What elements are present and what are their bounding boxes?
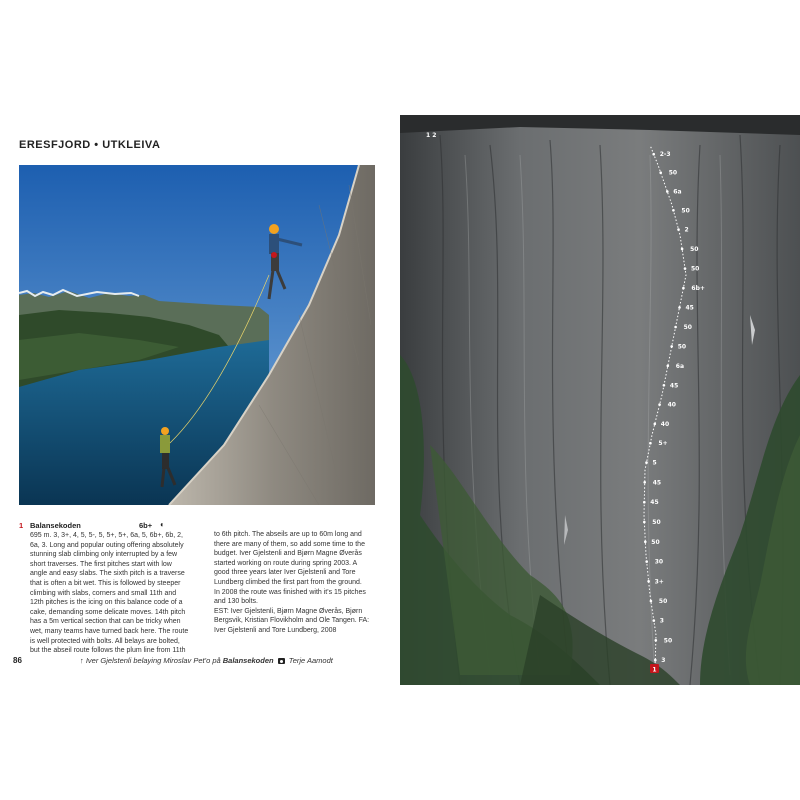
text-line: wet, many teams have turned back here. The route	[30, 627, 189, 635]
belay-point	[659, 171, 662, 174]
text-line: 695 m. 3, 3+, 4, 5, 5-, 5, 5+, 5+, 6a, 5, 6b+, 6b, 2,	[30, 532, 183, 539]
topo-photo	[400, 115, 800, 685]
route-name: Balansekoden	[30, 521, 81, 530]
pitch-label: 50	[677, 343, 687, 351]
book-spread	[0, 115, 800, 685]
belay-point	[649, 442, 652, 445]
top-label: 1 2	[426, 132, 437, 139]
text-line: EST: Iver Gjelstenli, Bjørn Magne Øverås, Bjørn	[214, 607, 363, 615]
start-label: 1	[652, 666, 657, 674]
pitch-label: 3	[659, 617, 664, 625]
pitch-label: 6a	[675, 362, 685, 370]
belay-point	[655, 639, 658, 642]
photo-caption	[80, 656, 333, 665]
belay-point	[667, 365, 670, 368]
pitch-label: 40	[667, 401, 676, 409]
climbing-photo	[19, 165, 375, 505]
pitch-label: 30	[654, 558, 664, 566]
climbing-photo-illustration	[19, 165, 375, 505]
belay-point	[682, 287, 685, 290]
belay-point	[653, 619, 656, 622]
pitch-label: 3+	[654, 578, 664, 586]
text-line: climbing with slabs, corners and small 11th and	[30, 589, 177, 597]
pitch-label: 50	[663, 637, 673, 645]
text-line: 6a, 3. Long and popular outing offering absolutely	[30, 541, 184, 549]
belay-point	[650, 600, 653, 603]
text-line: Iver Gjelstenli and Tore Lundberg, 2008	[214, 626, 337, 634]
caption-photographer: Terje Aamodt	[288, 656, 333, 665]
pitch-label: 3	[661, 657, 666, 665]
belay-point	[654, 423, 657, 426]
belay-point	[670, 345, 673, 348]
belay-point	[643, 521, 646, 524]
pitch-label: 2-3	[659, 151, 671, 159]
text-line: stunning slab climbing only interrupted by a few	[30, 551, 178, 559]
right-page-topo	[400, 115, 800, 685]
pitch-label: 50	[658, 598, 668, 605]
text-line: there are many of them, so add some time to the	[214, 540, 365, 548]
pitch-label: 45	[652, 479, 662, 487]
belay-point	[643, 501, 646, 504]
pitch-label: 45	[685, 304, 694, 312]
text-line: In 2008 the route was finished with it's 15 pitches	[214, 588, 366, 596]
pitch-label: 45	[669, 382, 679, 390]
belay-point	[677, 228, 680, 231]
text-line: Bergsvik, Kristian Flovikholm and Ole Tangen. FA:	[214, 617, 370, 625]
route-description-col1	[30, 531, 202, 656]
pitch-label: 6a	[673, 188, 682, 196]
text-line: cake, demanding some delicate moves. 14th pitch	[30, 608, 186, 616]
pitch-label: 6b+	[691, 285, 705, 293]
belay-point	[666, 190, 669, 193]
pitch-label: 50	[652, 519, 661, 526]
pitch-label: 50	[668, 169, 678, 177]
pitch-label: 45	[650, 499, 659, 507]
text-line: Lundberg climbed the first part from the ground.	[214, 578, 362, 586]
page-header: ERESFJORD • UTKLEIVA	[19, 139, 161, 151]
camera-icon	[278, 658, 285, 664]
belay-point	[684, 267, 687, 270]
belay-point	[652, 153, 655, 156]
belay-point	[644, 541, 647, 544]
text-line: is well protected with bolts. All belays are bolted,	[30, 637, 180, 645]
pitch-label: 50	[683, 324, 692, 331]
text-line: to 6th pitch. The abseils are up to 60m long and	[214, 531, 362, 538]
text-line: 12th pitches is the icing on this balance code of a	[30, 599, 183, 607]
pitch-label: 50	[681, 207, 690, 215]
route-description-col2	[214, 530, 376, 636]
text-line: has a 5m vertical section that can be tricky when	[30, 618, 181, 626]
text-line: and 130 bolts.	[214, 598, 258, 606]
pitch-label: 50	[691, 265, 700, 273]
text-line: started working on route during spring 2003. A	[214, 559, 358, 567]
belay-point	[663, 384, 666, 387]
route-grade: 6b+	[139, 521, 153, 530]
text-line: that is often a bit wet. This is followed by steeper	[30, 579, 181, 587]
pitch-label: 5+	[658, 440, 668, 448]
text-line: good three years later Iver Gjelstenli and Tore	[214, 569, 356, 577]
page-number: 86	[13, 656, 22, 665]
belay-point	[654, 659, 657, 662]
text-line: budget. Iver Gjelstenli and Bjørn Magne Øverås	[214, 550, 362, 558]
belay-point	[672, 209, 675, 212]
belay-point	[647, 580, 650, 583]
pitch-label: 5	[652, 459, 657, 467]
pitch-label: 40	[660, 420, 670, 428]
belay-point	[658, 403, 661, 406]
caption-route: Balansekoden	[222, 656, 274, 665]
pitch-label: 50	[651, 538, 660, 546]
belay-point	[674, 326, 677, 329]
pitch-label: 50	[690, 245, 699, 253]
left-page	[0, 115, 400, 685]
belay-point	[643, 481, 646, 484]
pitch-label: 2	[684, 226, 689, 234]
text-line: but the abseil route follows the plum line from 11th	[30, 647, 186, 655]
belay-point	[681, 248, 684, 251]
route-number: 1	[19, 521, 24, 530]
sun-shade-icon: ◐	[160, 520, 165, 529]
caption-prefix: ↑ Iver Gjelstenli belaying Miroslav Pet'o på	[80, 656, 223, 665]
belay-point	[645, 461, 648, 464]
belay-point	[645, 560, 648, 563]
text-line: short traverses. The first pitches start with low	[30, 560, 172, 568]
belay-point	[678, 306, 681, 309]
text-line: angle and easy slabs. The sixth pitch is a traverse	[30, 570, 185, 578]
